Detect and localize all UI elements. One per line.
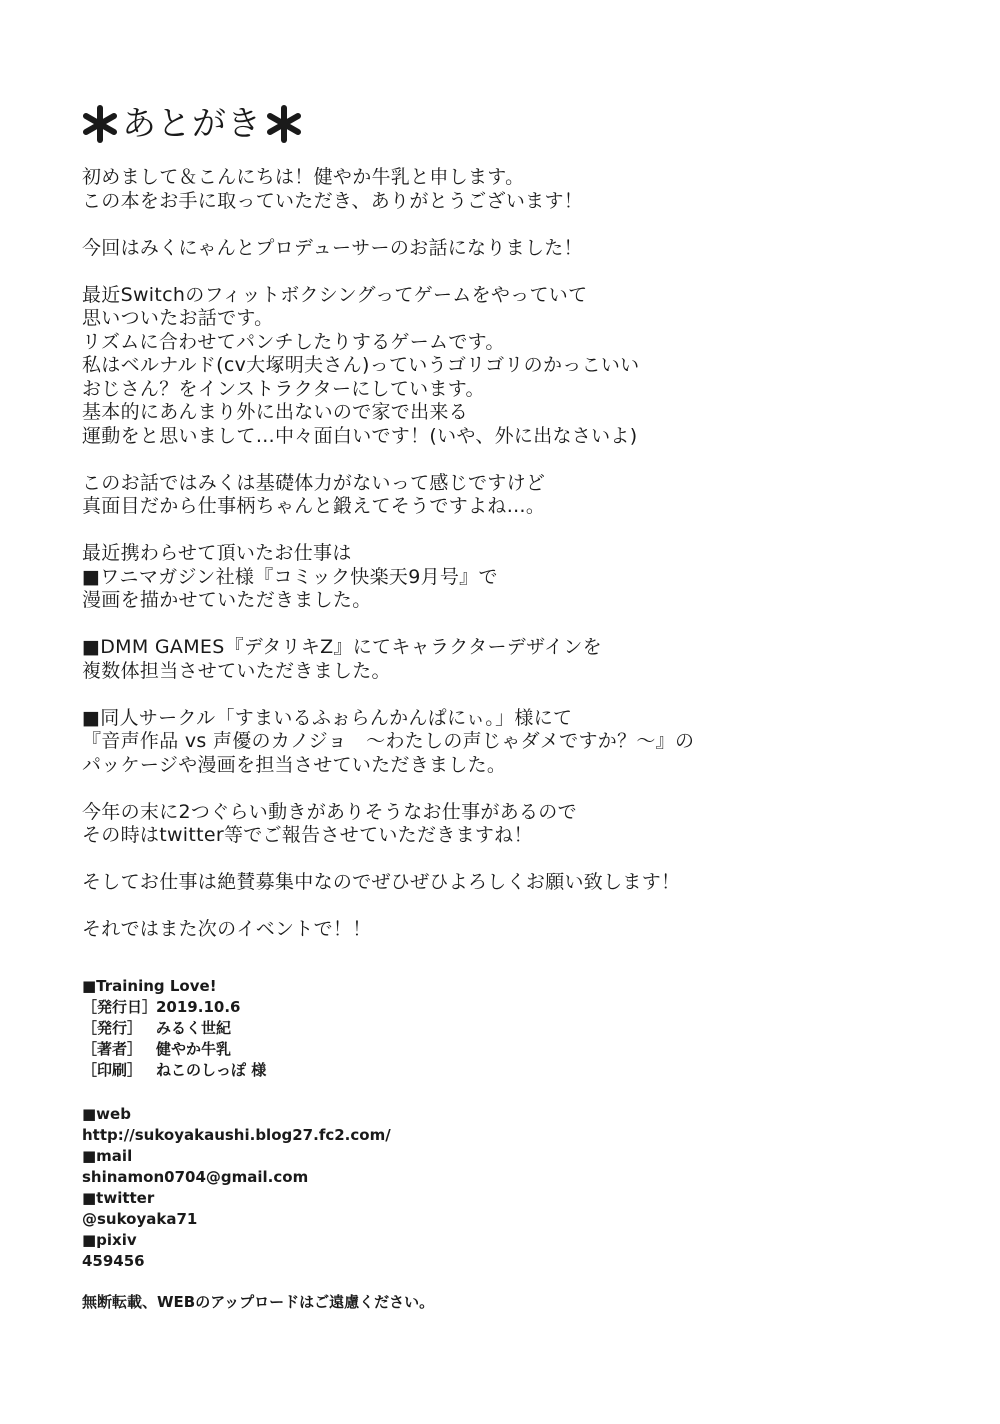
colophon-row (82, 997, 266, 1018)
afterword-heading (80, 100, 304, 148)
text-line: 『音声作品 vs 声優のカノジョ ～わたしの声じゃダメですか？～』の (82, 730, 695, 752)
copyright-notice: 無断転載、WEBのアップロードはご遠慮ください。 (82, 1293, 435, 1311)
text-line: 今回はみくにゃんとプロデューサーのお話になりました！ (82, 236, 583, 259)
text-line: 最近Switchのフィットボクシングってゲームをやっていて (82, 283, 588, 306)
asterisk-star-icon (264, 104, 304, 144)
text-line: 初めまして＆こんにちは！健やか牛乳と申します。 (82, 166, 525, 188)
paragraph (82, 801, 962, 848)
contact-label-mail: ■mail (82, 1147, 133, 1165)
text-line: ■同人サークル「すまいるふぉらんかんぱにぃ。」様にて (82, 706, 573, 729)
colophon-value: 2019.10.6 (156, 998, 241, 1016)
paragraph (82, 284, 962, 449)
colophon-key: ［発行］ (82, 1019, 143, 1037)
paragraph (82, 166, 962, 213)
contact-label-twitter: ■twitter (82, 1189, 155, 1207)
text-line: それではまた次のイベントで！！ (82, 918, 372, 940)
text-line: 複数体担当させていただきました。 (82, 659, 391, 682)
text-line: 運動をと思いまして…中々面白いです！(いや、外に出なさいよ) (82, 424, 638, 447)
text-line: その時はtwitter等でご報告させていただきますね！ (82, 824, 533, 846)
colophon-row (82, 1060, 266, 1081)
text-line: おじさん？をインストラクターにしています。 (82, 377, 485, 400)
paragraph (82, 237, 962, 261)
text-line: 基本的にあんまり外に出ないので家で出来る (82, 401, 469, 423)
text-line: この本をお手に取っていただき、ありがとうございます！ (82, 189, 584, 212)
contact-mail-address: shinamon0704@gmail.com (82, 1168, 309, 1186)
afterword-body (82, 166, 962, 965)
text-line: 思いついたお話です。 (82, 307, 274, 329)
contact-pixiv-id: 459456 (82, 1252, 145, 1270)
paragraph (82, 918, 962, 942)
colophon-value: 健やか牛乳 (156, 1040, 232, 1058)
book-title: ■Training Love! (82, 977, 217, 995)
colophon (82, 976, 266, 1081)
text-line: 今年の末に2つぐらい動きがありそうなお仕事があるので (82, 800, 577, 823)
contact-web-url: http://sukoyakaushi.blog27.fc2.com/ (82, 1126, 391, 1144)
paragraph (82, 871, 962, 895)
colophon-row (82, 1039, 266, 1060)
text-line: 私はベルナルド(cv大塚明夫さん)っていうゴリゴリのかっこいい (82, 354, 640, 376)
paragraph (82, 636, 962, 683)
text-line: ■ワニマガジン社様『コミック快楽天9月号』で (82, 565, 498, 588)
contact-label-pixiv: ■pixiv (82, 1231, 137, 1249)
colophon-key: ［著者］ (82, 1040, 143, 1058)
text-line: このお話ではみくは基礎体力がないって感じですけど (82, 471, 546, 494)
text-line: ■DMM GAMES『デタリキZ』にてキャラクターデザインを (82, 636, 602, 658)
contact-twitter-handle: @sukoyaka71 (82, 1210, 198, 1228)
contact-list (82, 1104, 391, 1272)
text-line: そしてお仕事は絶賛募集中なのでぜひぜひよろしくお願い致します！ (82, 871, 681, 893)
paragraph (82, 707, 962, 778)
text-line: 最近携わらせて頂いたお仕事は (82, 542, 352, 564)
asterisk-star-icon (80, 104, 120, 144)
text-line: パッケージや漫画を担当させていただきました。 (82, 753, 507, 776)
paragraph (82, 542, 962, 613)
text-line: リズムに合わせてパンチしたりするゲームです。 (82, 330, 505, 353)
colophon-value: みるく世紀 (156, 1019, 232, 1037)
text-line: 漫画を描かせていただきました。 (82, 589, 372, 611)
paragraph (82, 472, 962, 519)
afterword-title: あとがき (122, 104, 262, 144)
colophon-value: ねこのしっぽ 様 (156, 1061, 267, 1079)
colophon-key: ［発行日］ (82, 998, 158, 1016)
colophon-key: ［印刷］ (82, 1061, 143, 1079)
colophon-row (82, 1018, 266, 1039)
colophon-book-title (82, 976, 266, 997)
contact-label-web: ■web (82, 1105, 131, 1123)
text-line: 真面目だから仕事柄ちゃんと鍛えてそうですよね…。 (82, 495, 546, 517)
